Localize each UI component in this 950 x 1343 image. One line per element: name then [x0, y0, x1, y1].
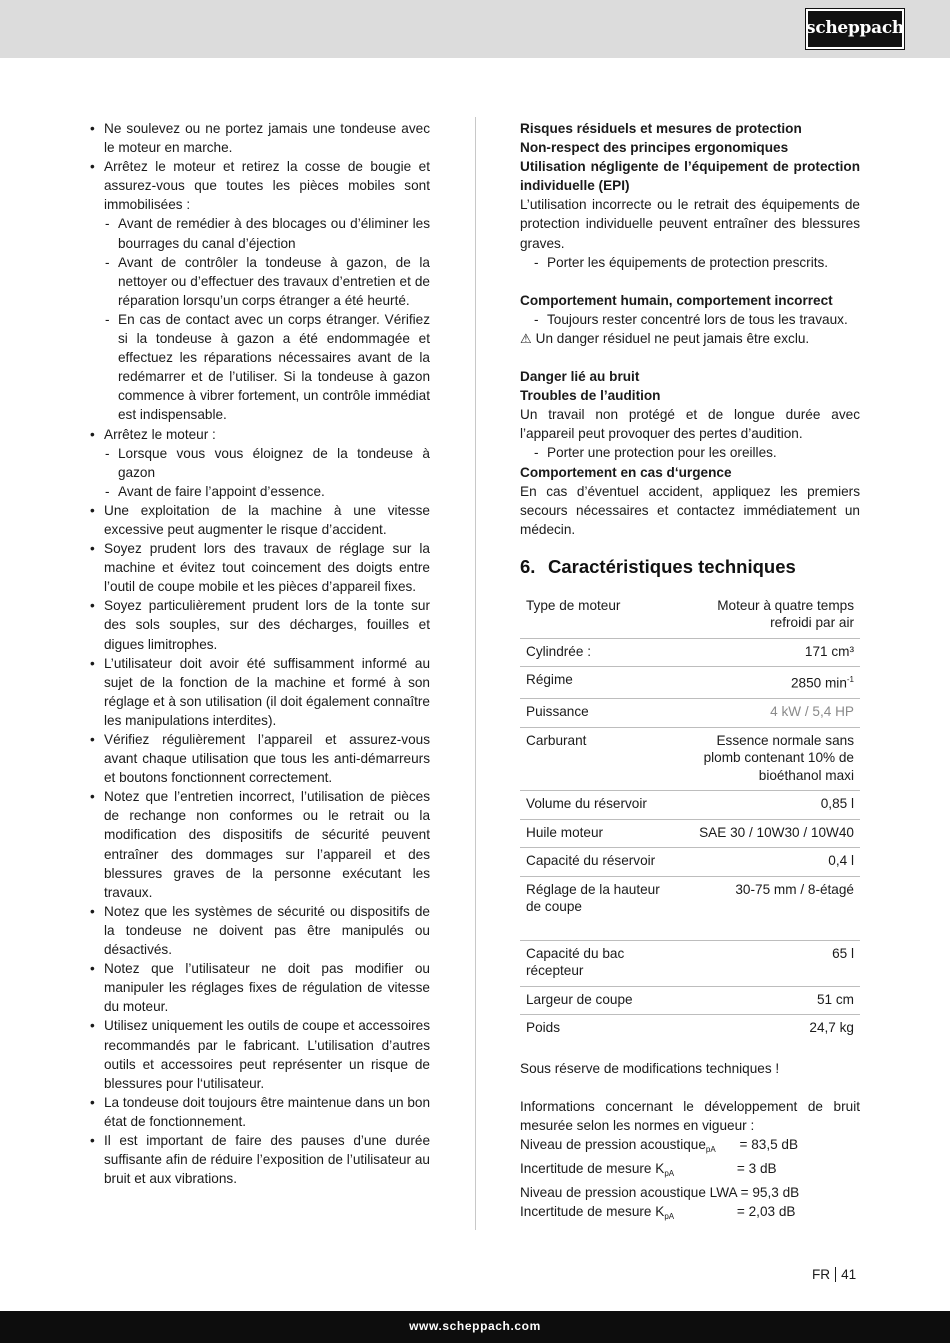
spec-row [520, 819, 860, 848]
spec-label: Huile moteur [526, 824, 604, 840]
residual-danger-note [520, 329, 860, 348]
safety-bullet-text: L’utilisateur doit avoir été suffisamment informé au sujet de la fonction de la machine et formé à son réglage et à son utilisation (il doit également connaître les manipulations interdites). [104, 655, 430, 728]
safety-bullet-item [89, 539, 430, 596]
noise-kpa-line [520, 1159, 860, 1183]
spec-value-text: Moteur à quatre temps refroidi par air [717, 597, 854, 631]
spec-value [682, 1015, 860, 1043]
noise-heading: Danger lié au bruit [520, 369, 640, 385]
safety-sub-list [104, 444, 430, 501]
safety-bullet-item [89, 501, 430, 539]
spec-value [682, 593, 860, 639]
spec-value-text: 0,85 l [820, 796, 854, 812]
spec-row [520, 667, 860, 699]
spec-row [520, 940, 860, 986]
safety-bullet-text: Arrêtez le moteur et retirez la cosse de bougie et assurez-vous que toutes les pièces mobiles sont immobilisées : [104, 159, 430, 213]
spec-value [682, 638, 860, 667]
safety-bullet-item [89, 425, 430, 501]
kpa-value: = 3 dB [736, 1161, 777, 1177]
safety-sub-item: - Lorsque vous vous éloignez de la tondeuse à gazon [104, 444, 430, 482]
technical-specs-table [520, 593, 860, 1043]
spec-value [682, 876, 860, 940]
noise-lwa-line: Niveau de pression acoustique LWA = 95,3 dB [520, 1185, 800, 1201]
safety-bullet-text: Utilisez uniquement les outils de coupe et accessoires recommandés par le fabricant. L’utilisation d’autres outils et accessoires peut représenter un risque de blessures pour l‘utilisateur. [104, 1018, 430, 1091]
spec-label: Capacité du bac récepteur [526, 945, 625, 979]
brand-logo: scheppach [806, 9, 904, 49]
spec-value-text: 51 cm [816, 991, 854, 1007]
spec-value-text: Essence normale sans plomb contenant 10% de bioéthanol maxi [703, 732, 854, 783]
spec-label: Capacité du réservoir [526, 853, 656, 869]
page-number-value: 41 [841, 1267, 857, 1282]
safety-bullet-text: Soyez prudent lors des travaux de réglage sur la machine et évitez tout coincement des doigts entre l’outil de coupe mobile et les pièces d’appareil fixes. [104, 541, 430, 595]
spec-row [520, 986, 860, 1015]
spec-row [520, 699, 860, 728]
safety-bullet-text: Une exploitation de la machine à une vitesse excessive peut augmenter le risque d’accident. [104, 502, 430, 537]
language-code: FR [812, 1267, 831, 1282]
safety-bullet-item [89, 596, 430, 653]
section-title-text: Caractéristiques techniques [548, 555, 796, 577]
spec-label: Type de moteur [526, 597, 621, 613]
safety-bullet-item [89, 730, 430, 787]
spec-value [682, 986, 860, 1015]
safety-bullet-text: Il est important de faire des pauses d’une durée suffisante afin de réduire l’exposition de l’utilisateur au bruit et aux vibrations. [104, 1132, 430, 1187]
kpa-sub: pA [664, 1169, 675, 1179]
safety-bullet-text: La tondeuse doit toujours être maintenue dans un bon état de fonctionnement. [104, 1094, 430, 1129]
page-separator [835, 1267, 836, 1282]
safety-bullet-text: Ne soulevez ou ne portez jamais une tondeuse avec le moteur en marche. [104, 121, 430, 156]
spec-label: Carburant [526, 732, 587, 748]
spec-value [682, 848, 860, 877]
section-title [520, 555, 860, 579]
noise-kwa-line [520, 1202, 860, 1226]
safety-bullet-text: Notez que l’entretien incorrect, l’utilisation de pièces de rechange non conformes ou le retrait ou la modification des dispositifs de sécurité peuvent entraîner des dommages sur l’appareil et des blessures graves de la personne exécutant les travaux. [104, 789, 430, 900]
emergency-paragraph: En cas d’éventuel accident, appliquez les premiers secours nécessaires et contactez immédiatement un médecin. [520, 483, 860, 537]
safety-bullet-text: Vérifiez régulièrement l’appareil et assurez-vous avant chaque utilisation que tous les anti-démarreurs et boutons fonctionnent correctement. [104, 732, 430, 786]
spec-value-text: 2850 min [790, 675, 847, 691]
spec-row [520, 791, 860, 820]
emergency-heading: Comportement en cas d‘urgence [520, 464, 732, 480]
right-column [520, 119, 860, 1227]
spec-label: Cylindrée : [526, 643, 591, 659]
spec-row [520, 593, 860, 639]
ear-protection-dash-item: - Porter une protection pour les oreilles. [533, 443, 860, 462]
kwa-sub: pA [664, 1212, 675, 1222]
safety-bullet-item [89, 1131, 430, 1188]
website-link[interactable]: www.scheppach.com [409, 1319, 541, 1333]
behaviour-heading: Comportement humain, comportement incorrect [520, 292, 833, 308]
safety-bullet-item [89, 902, 430, 959]
spec-label: Réglage de la hauteur de coupe [526, 881, 660, 915]
spec-value [682, 791, 860, 820]
safety-sub-item: - Avant de faire l’appoint d’essence. [104, 482, 430, 501]
kwa-label: Incertitude de mesure K [520, 1204, 665, 1220]
safety-bullet-item [89, 787, 430, 902]
spec-value [682, 819, 860, 848]
warning-triangle-icon: ⚠ [520, 330, 532, 346]
safety-bullet-item [89, 1093, 430, 1131]
spec-row [520, 876, 860, 940]
spec-value-text: 65 l [832, 945, 854, 961]
hearing-heading: Troubles de l’audition [520, 388, 661, 404]
spec-value-text: 4 kW / 5,4 HP [770, 704, 854, 720]
kwa-value: = 2,03 dB [736, 1204, 796, 1220]
safety-bullet-text: Arrêtez le moteur : [104, 426, 216, 442]
safety-bullet-item [89, 119, 430, 157]
ppe-dash-item: - Porter les équipements de protection prescrits. [533, 253, 860, 272]
noise-lpa-line [520, 1135, 860, 1159]
ergonomics-heading: Non-respect des principes ergonomiques [520, 140, 789, 156]
spec-value [682, 699, 860, 728]
spec-row [520, 727, 860, 791]
safety-bullet-text: Soyez particulièrement prudent lors de la tonte sur des sols souples, sur des décharges, fouilles et digues limitrophes. [104, 598, 430, 652]
safety-bullet-text: Notez que les systèmes de sécurité ou dispositifs de la tondeuse ne doivent pas être manipulés ou désactivés. [104, 903, 430, 958]
spec-value-text: SAE 30 / 10W30 / 10W40 [699, 824, 854, 840]
kpa-label: Incertitude de mesure K [520, 1161, 665, 1177]
spec-value [682, 727, 860, 791]
safety-sub-item: - Avant de remédier à des blocages ou d’éliminer les bourrages du canal d’éjection [104, 214, 430, 252]
section-number: 6. [520, 555, 536, 577]
spec-label: Puissance [526, 704, 589, 720]
lpa-sub: pA [705, 1145, 716, 1155]
ppe-paragraph: L’utilisation incorrecte ou le retrait des équipements de protection individuelle peuvent entraîner des blessures graves. [520, 197, 860, 251]
spec-value [682, 940, 860, 986]
ppe-heading: Utilisation négligente de l’équipement de protection individuelle (EPI) [520, 159, 860, 194]
safety-sub-item: - Avant de contrôler la tondeuse à gazon, de la nettoyer ou d’effectuer des travaux d’entretien et de réparation lorsqu’un corps étranger a été heurté. [104, 253, 430, 310]
spec-value [682, 667, 860, 699]
spec-value-text: 30-75 mm / 8-étagé [735, 881, 854, 897]
spec-value-text: 0,4 l [828, 853, 854, 869]
safety-sub-item: - En cas de contact avec un corps étranger. Vérifiez si la tondeuse à gazon a été endommagée et effectuez les réparations nécessaires avant de la redémarrer et de l’utiliser. Si la tondeuse à gazon commence à vibrer fortement, un contrôle immédiat est indispensable. [104, 310, 430, 425]
spec-value-text: 171 cm³ [804, 643, 854, 659]
safety-instructions-list [89, 119, 430, 1188]
left-column [89, 119, 430, 1188]
page-number [812, 1265, 856, 1284]
behaviour-dash-item: - Toujours rester concentré lors de tous les travaux. [533, 310, 860, 329]
spec-row [520, 638, 860, 667]
spec-label: Poids [526, 1020, 561, 1036]
risk-heading: Risques résiduels et mesures de protection [520, 121, 802, 136]
safety-bullet-item [89, 1016, 430, 1092]
footer-bar [0, 1311, 950, 1343]
spec-row [520, 1015, 860, 1043]
spec-row [520, 848, 860, 877]
safety-sub-list [104, 214, 430, 424]
lpa-label: Niveau de pression acoustique [520, 1137, 706, 1153]
header-bar [0, 0, 950, 58]
reserve-note: Sous réserve de modifications techniques ! [520, 1060, 780, 1076]
column-divider [475, 117, 476, 1230]
spec-label: Volume du réservoir [526, 796, 647, 812]
residual-danger-text: Un danger résiduel ne peut jamais être exclu. [535, 330, 810, 346]
spec-label: Largeur de coupe [526, 991, 633, 1007]
spec-label: Régime [526, 672, 573, 688]
safety-bullet-item [89, 157, 430, 424]
lpa-value: = 83,5 dB [739, 1137, 799, 1153]
safety-bullet-item [89, 654, 430, 730]
spec-value-sup: -1 [846, 675, 854, 685]
safety-bullet-text: Notez que l’utilisateur ne doit pas modifier ou manipuler les réglages fixes de régulation de vitesse du moteur. [104, 961, 430, 1015]
spec-value-text: 24,7 kg [809, 1020, 854, 1036]
noise-paragraph: Un travail non protégé et de longue durée avec l’appareil peut provoquer des pertes d’audition. [520, 407, 860, 442]
safety-bullet-item [89, 959, 430, 1016]
noise-info-paragraph: Informations concernant le développement de bruit mesurée selon les normes en vigueur : [520, 1099, 860, 1134]
